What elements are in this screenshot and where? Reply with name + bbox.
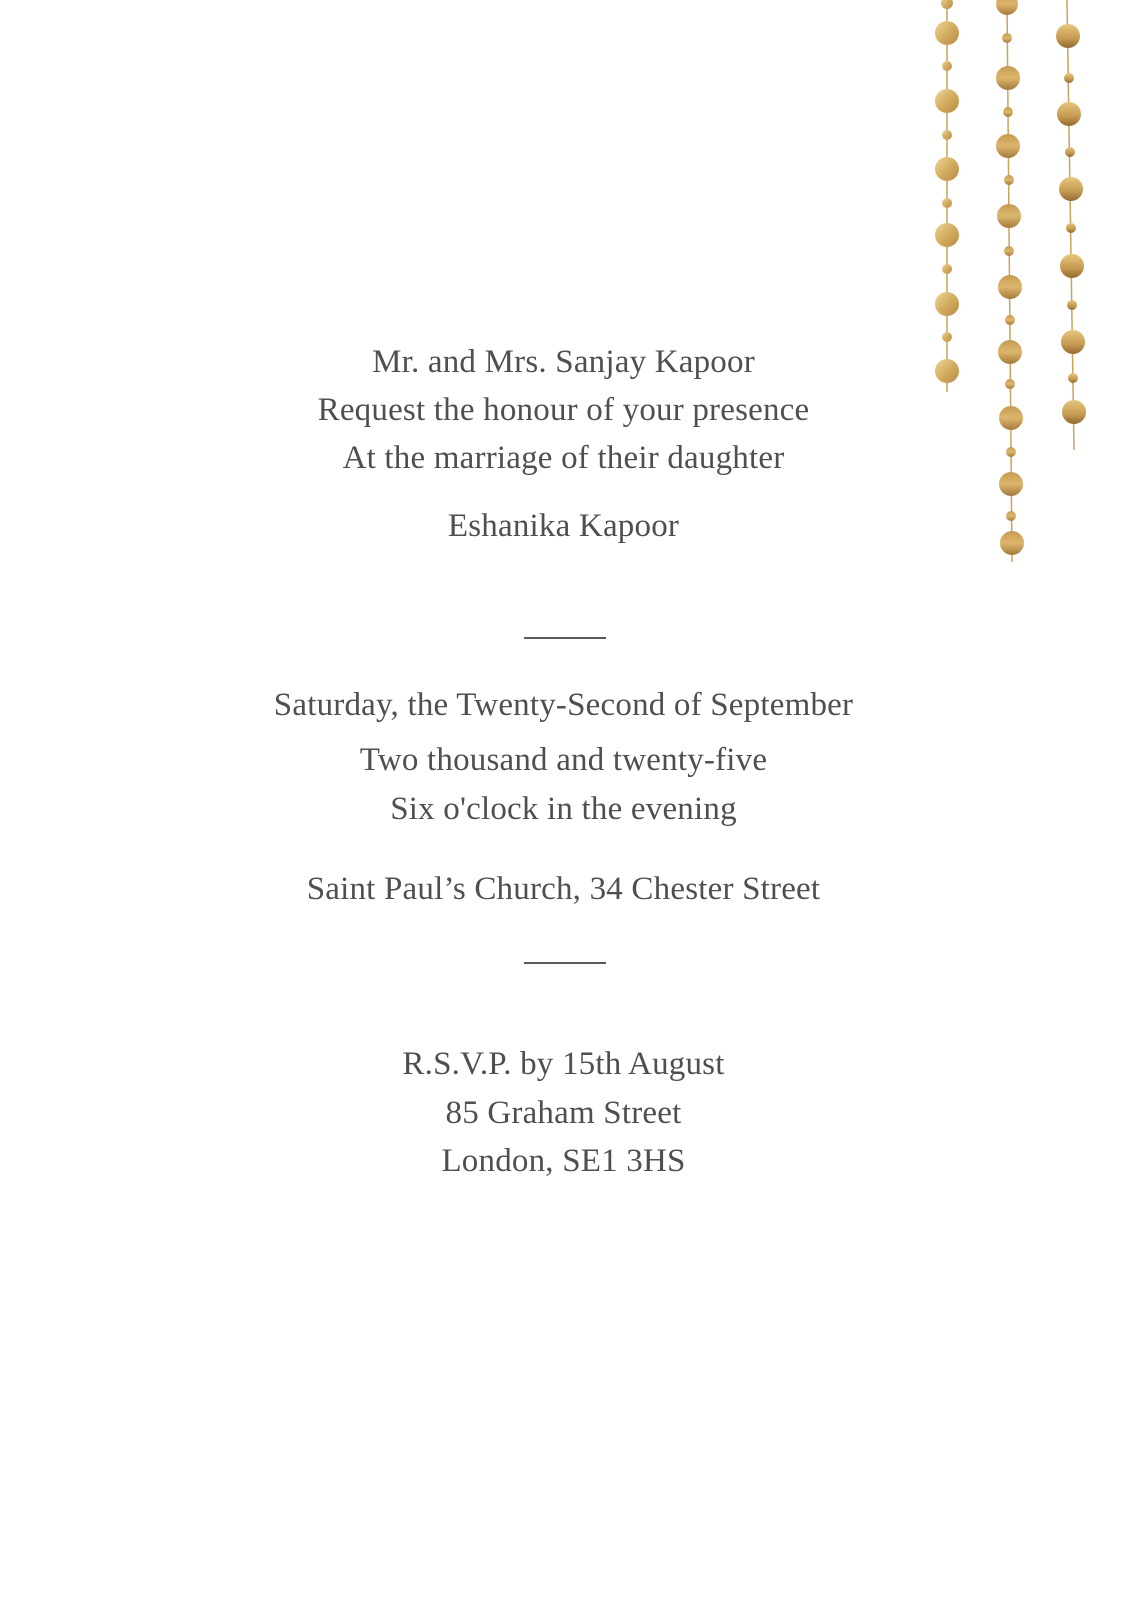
venue-line: Saint Paul’s Church, 34 Chester Street xyxy=(306,871,821,907)
bride-name: Eshanika Kapoor xyxy=(447,508,680,544)
rsvp-street: 85 Graham Street xyxy=(445,1095,682,1131)
hosts-line: Mr. and Mrs. Sanjay Kapoor xyxy=(372,344,755,380)
year-line: Two thousand and twenty-five xyxy=(359,742,768,778)
divider-bottom xyxy=(524,962,606,964)
rsvp-city: London, SE1 3HS xyxy=(441,1143,686,1179)
bead-strand-right xyxy=(1056,0,1086,450)
rsvp-line: R.S.V.P. by 15th August xyxy=(402,1046,725,1082)
bead-strand-left xyxy=(935,0,959,392)
date-line: Saturday, the Twenty-Second of September xyxy=(273,687,854,723)
divider-top xyxy=(524,637,606,639)
time-line: Six o'clock in the evening xyxy=(390,791,737,827)
occasion-line: At the marriage of their daughter xyxy=(342,440,785,476)
request-line: Request the honour of your presence xyxy=(317,392,810,428)
